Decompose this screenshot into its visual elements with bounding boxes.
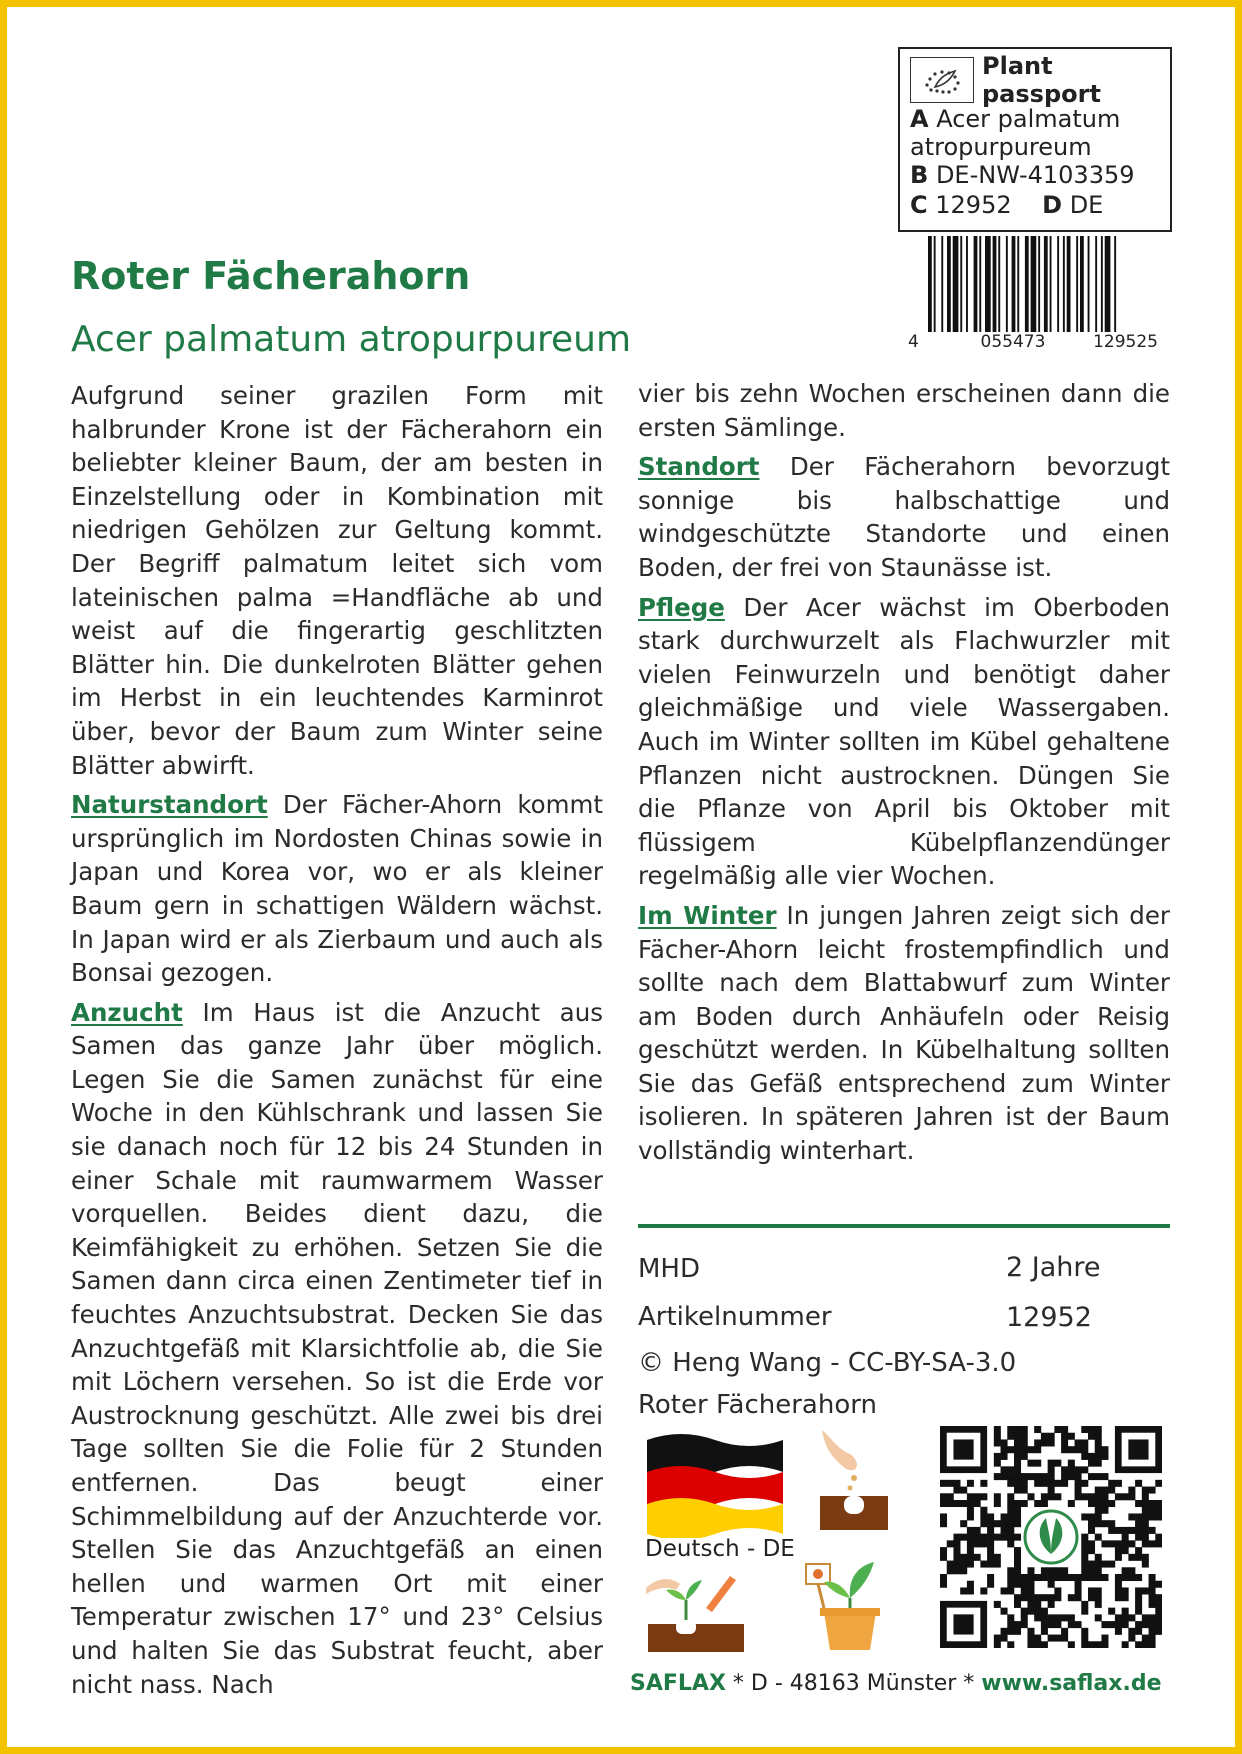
section-pflege: Pflege Der Acer wächst im Oberboden stark durchwurzelt als Flachwurzler mit vielen Feinwurzeln und benötigt daher gleichmäßige und viele Wassergaben. Auch im Winter sollten im Kübel gehaltene Pflanzen nicht austrocknen. Düngen Sie die Pflanze von April bis Oktober mit flüssigem Kübelpflanzendünger regelmäßig alle vier Wochen. [638,592,1170,891]
divider [638,1224,1170,1228]
intro-text: Aufgrund seiner grazilen Form mit halbrunder Krone ist der Fächerahorn ein beliebter kleiner Baum, der am besten in Einzelstellung oder in Kombination mit niedrigen Gehölzen zur Geltung kommt. Der Begriff palmatum leitet sich vom lateinischen palma =Handfläche ab und weist auf die fingerartig geschlitzten Blätter hin. Die dunkelroten Blätter gehen im Herbst in ein leuchtendes Karminrot über, bevor der Baum zum Winter seine Blätter abwirft. [71,381,603,780]
brand-name: SAFLAX [630,1671,726,1696]
passport-a: A Acer palmatum [910,105,1121,133]
mhd-value: 2 Jahre [1006,1252,1101,1283]
section-anzucht: Anzucht Im Haus ist die Anzucht aus Samen das ganze Jahr über möglich. Legen Sie die Samen zunächst für eine Woche in den Kühlschrank und lassen Sie sie danach noch für 12 bis 24 Stunden in einer Schale mit raumwarmem Wasser vorquellen. Beides dient dazu, die Keimfähigkeit zu erhöhen. Setzen Sie die Samen dann circa einen Zentimeter tief in feuchtes Anzuchtsubstrat. Decken Sie das Anzuchtgefäß mit Klarsichtfolie ab, die Sie mit Löchern versehen. So ist die Erde vor Austrocknung geschützt. Alle zwei bis drei Tage sollten Sie die Folie für 2 Stunden entfernen. Das beugt einer Schimmelbildung auf der Anzuchterde vor. Stellen Sie das Anzuchtgefäß an einen hellen und warmen Ort mit einer Temperatur zwischen 17° und 23° Celsius und halten Sie das Substrat feucht, aber nicht nass. Nach [71,997,603,1699]
passport-cd: C 12952 D DE [910,191,1104,219]
product-name: Roter Fächerahorn [638,1390,877,1420]
section-winter: Im Winter In jungen Jahren zeigt sich der Fächer-Ahorn leicht frostempfindlich und sollte nach dem Blattabwurf zum Winter am Boden durch Anhäufeln oder Reisig geschützt werden. In Kübelhaltung sollten Sie das Gefäß entsprechend zum Winter isolieren. In späteren Jahren ist der Baum vollständig winterhart. [638,900,1170,1166]
copyright: © Heng Wang - CC-BY-SA-3.0 [638,1348,1017,1378]
heading-standort: Standort [638,452,760,482]
anzucht-continuation: vier bis zehn Wochen erscheinen dann die ersten Sämlinge. [638,379,1170,442]
mhd-label: MHD [638,1254,701,1284]
heading-naturstandort: Naturstandort [71,790,268,820]
heading-winter: Im Winter [638,900,777,930]
section-standort: Standort Der Fächerahorn bevorzugt sonnige bis halbschattige und windgeschützte Standorte und einen Boden, der frei von Staunässe ist. [638,452,1170,582]
potted-seedling-icon [800,1548,892,1652]
website-link[interactable]: www.saflax.de [981,1671,1162,1696]
passport-a-cont: atropurpureum [910,133,1092,161]
passport-title: Plant passport [982,52,1101,108]
plant-passport [898,47,1172,232]
address: * D - 48163 Münster * [725,1671,982,1696]
footer [630,1671,1162,1696]
section-naturstandort: Naturstandort Der Fächer-Ahorn kommt ursprünglich im Nordosten Chinas sowie in Japan und Korea vor, wo er als kleiner Baum gern in schattigen Wäldern wächst. In Japan wird er als Zierbaum und auch als Bonsai gezogen. [71,790,603,988]
eu-organic-leaf-icon [910,57,974,103]
barcode-digits: 4 055473 129525 [908,332,1158,352]
heading-pflege: Pflege [638,592,725,622]
sowing-seed-icon [816,1426,892,1532]
passport-b: B DE-NW-4103359 [910,161,1135,189]
heading-anzucht: Anzucht [71,997,183,1027]
barcode [926,236,1172,346]
left-column [71,379,603,1707]
planting-seedling-icon [646,1570,746,1652]
right-column [638,377,1170,1174]
page-title: Roter Fächerahorn [71,254,471,298]
language-label: Deutsch - DE [645,1536,795,1562]
page-subtitle: Acer palmatum atropurpureum [71,319,632,360]
article-label: Artikelnummer [638,1302,832,1332]
germany-flag-icon [645,1428,785,1538]
article-value: 12952 [1006,1302,1092,1333]
qr-code-icon [940,1426,1162,1648]
